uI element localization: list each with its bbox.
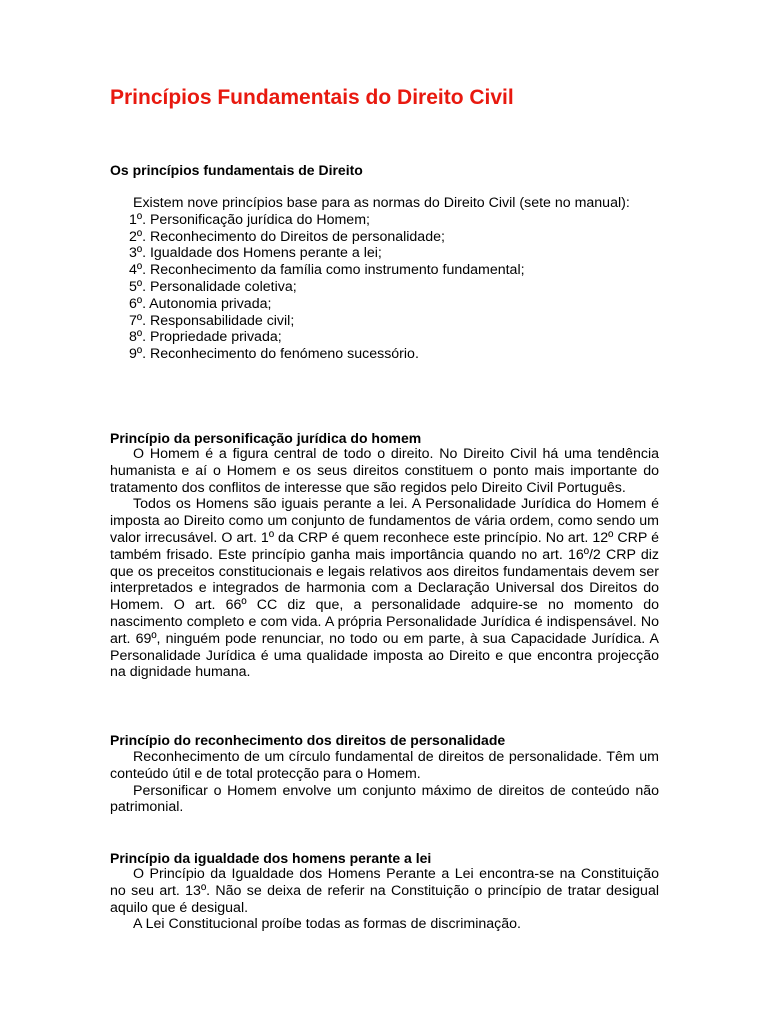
- paragraph: O Princípio da Igualdade dos Homens Perante a Lei encontra-se na Constituição no seu art. 13º. Não se deixa de referir na Constituição o princípio de tratar desigual aquilo que é desigual.: [110, 866, 659, 916]
- section-heading-personificacao: Princípio da personificação jurídica do homem: [110, 430, 422, 446]
- paragraph: Personificar o Homem envolve um conjunto máximo de direitos de conteúdo não patrimonial.: [110, 782, 659, 816]
- list-item: 7º. Responsabilidade civil;: [129, 312, 295, 329]
- list-item: 3º. Igualdade dos Homens perante a lei;: [129, 245, 382, 262]
- list-item: 1º. Personificação jurídica do Homem;: [129, 211, 370, 228]
- list-item: 6º. Autonomia privada;: [129, 295, 272, 312]
- list-item: 8º. Propriedade privada;: [129, 329, 282, 346]
- section-heading-principios: Os princípios fundamentais de Direito: [110, 162, 363, 178]
- list-item: 4º. Reconhecimento da família como instrumento fundamental;: [129, 262, 525, 279]
- list-item: 9º. Reconhecimento do fenómeno sucessório.: [129, 346, 419, 363]
- section-intro-body: [110, 195, 659, 363]
- document-title: Princípios Fundamentais do Direito Civil: [110, 86, 514, 109]
- intro-paragraph: Existem nove princípios base para as normas do Direito Civil (sete no manual):: [133, 195, 630, 211]
- principles-list: [110, 212, 659, 363]
- section-heading-personalidade: Princípio do reconhecimento dos direitos de personalidade: [110, 732, 506, 748]
- paragraph: Reconhecimento de um círculo fundamental de direitos de personalidade. Têm um conteúdo útil e de total protecção para o Homem.: [110, 749, 659, 782]
- list-item: 2º. Reconhecimento do Direitos de personalidade;: [129, 228, 445, 245]
- section-personalidade-body: [110, 749, 659, 816]
- section-personificacao-body: [110, 446, 659, 681]
- section-heading-igualdade: Princípio da igualdade dos homens perante a lei: [110, 850, 432, 866]
- list-item: 5º. Personalidade coletiva;: [129, 278, 297, 295]
- paragraph: A Lei Constitucional proíbe todas as formas de discriminação.: [133, 916, 521, 933]
- paragraph: O Homem é a figura central de todo o direito. No Direito Civil há uma tendência humanista e aí o Homem e os seus direitos constituem o ponto mais importante do tratamento dos conflitos de interesse que são regidos pelo Direito Civil Português.: [110, 446, 659, 496]
- section-igualdade-body: [110, 866, 659, 933]
- paragraph: Todos os Homens são iguais perante a lei. A Personalidade Jurídica do Homem é imposta ao Direito como um conjunto de fundamentos de vária ordem, como sendo um valor irrecusável. O art. 1º da CRP é quem reconhece este princípio. No art. 12º CRP é também frisado. Este princípio ganha mais importância quando no art. 16º/2 CRP diz que os preceitos constitucionais e legais relativos aos direitos fundamentais devem ser interpretados e integrados de harmonia com a Declaração Universal dos Direitos do Homem. O art. 66º CC diz que, a personalidade adquire-se no momento do nascimento completo e com vida. A própria Personalidade Jurídica é indispensável. No art. 69º, ninguém pode renunciar, no todo ou em parte, à sua Capacidade Jurídica. A Personalidade Jurídica é uma qualidade imposta ao Direito e que encontra projecção na dignidade humana.: [110, 496, 659, 681]
